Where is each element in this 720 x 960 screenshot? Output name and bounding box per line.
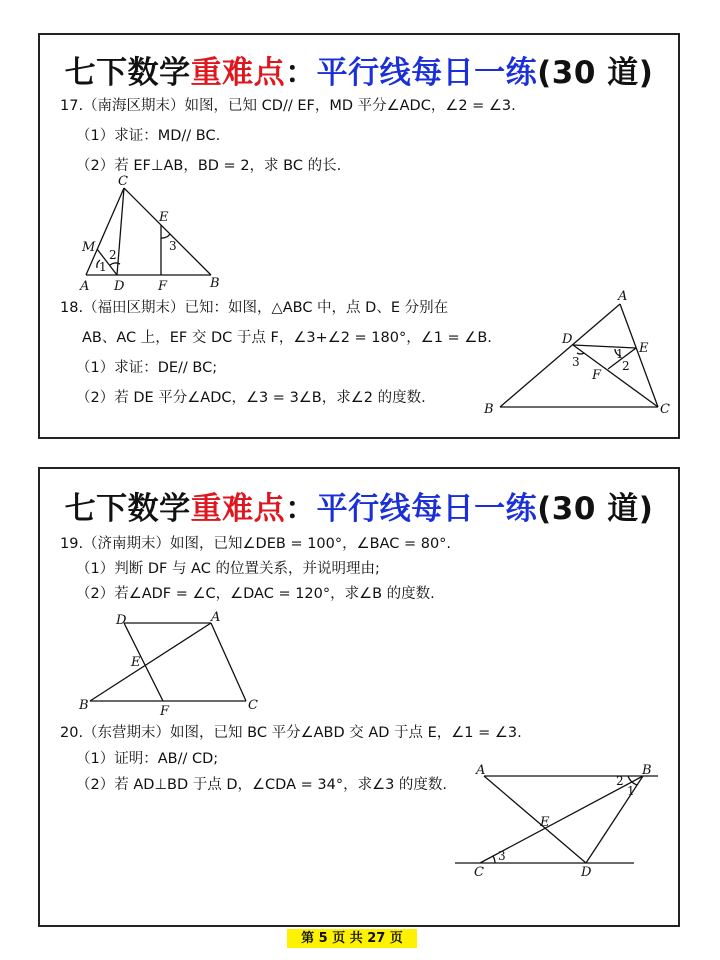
- q18-angle-3: 3: [572, 355, 580, 369]
- page-number-footer: 第 5 页 共 27 页: [287, 929, 417, 948]
- q18-label-F: F: [592, 368, 602, 383]
- q20-angle-3: 3: [498, 849, 506, 863]
- q19-part1: （1）判断 DF 与 AC 的位置关系，并说明理由;: [76, 561, 380, 577]
- q17-label-C: C: [118, 174, 128, 189]
- title-colon: ：: [285, 491, 317, 527]
- q20-part1: （1）证明：AB// CD;: [76, 751, 219, 767]
- q17-label-B: B: [210, 276, 220, 291]
- q17-angle-2: 2: [109, 248, 117, 262]
- page-title-2: [40, 483, 678, 528]
- q19-label-D: D: [116, 613, 127, 628]
- title-count: (30 道): [537, 491, 654, 527]
- page-title-1: [40, 47, 678, 92]
- q17-part2: （2）若 EF⊥AB，BD = 2，求 BC 的长.: [76, 158, 342, 174]
- q19-figure: [76, 610, 306, 719]
- q19-label-B: B: [79, 698, 89, 713]
- q18-label-C: C: [660, 402, 670, 417]
- q17-label-D: D: [114, 279, 125, 294]
- q20-label-C: C: [474, 865, 484, 880]
- q19-part2: （2）若∠ADF = ∠C，∠DAC = 120°，求∠B 的度数.: [76, 586, 435, 602]
- title-colon: ：: [285, 55, 317, 91]
- q20-label-A: A: [476, 763, 486, 778]
- q18-label-E: E: [639, 341, 649, 356]
- q18-part2: （2）若 DE 平分∠ADC，∠3 = 3∠B，求∠2 的度数.: [76, 390, 426, 406]
- q17-angle-3: 3: [169, 239, 177, 253]
- q18-label-D: D: [562, 332, 573, 347]
- q17-figure: [80, 174, 270, 295]
- q18-angle-2: 2: [622, 359, 630, 373]
- title-red: 重难点: [190, 491, 286, 527]
- q19-label-E: E: [131, 655, 141, 670]
- q18-stem: 18.（福田区期末）已知：如图，△ABC 中，点 D、E 分别在: [60, 300, 449, 316]
- q17-part1: （1）求证：MD// BC.: [76, 128, 221, 144]
- q20-part2: （2）若 AD⊥BD 于点 D，∠CDA = 34°，求∠3 的度数.: [76, 777, 448, 793]
- q18-figure: [480, 290, 680, 425]
- q20-angle-1: 1: [627, 784, 635, 798]
- q17-angle-1: 1: [99, 260, 107, 274]
- q20-label-D: D: [581, 865, 592, 880]
- q18-label-B: B: [484, 402, 494, 417]
- q20-label-B: B: [642, 763, 652, 778]
- q19-label-A: A: [211, 610, 221, 625]
- title-black: 七下数学: [64, 491, 191, 527]
- q17-label-M: M: [82, 240, 96, 255]
- title-black: 七下数学: [64, 55, 191, 91]
- q17-stem: 17.（南海区期末）如图，已知 CD// EF，MD 平分∠ADC，∠2 = ∠3.: [60, 98, 516, 114]
- title-blue: 平行线每日一练: [316, 55, 538, 91]
- q18-angle-1: 1: [616, 347, 624, 361]
- q20-angle-2: 2: [616, 774, 624, 788]
- q17-label-F: F: [158, 279, 168, 294]
- q19-label-C: C: [248, 698, 258, 713]
- q20-stem: 20.（东营期末）如图，已知 BC 平分∠ABD 交 AD 于点 E，∠1 = ∠3.: [60, 725, 522, 741]
- q17-label-A: A: [80, 279, 90, 294]
- q17-label-E: E: [159, 210, 169, 225]
- title-red: 重难点: [190, 55, 286, 91]
- worksheet-panel-2: [38, 467, 680, 927]
- q19-stem: 19.（济南期末）如图，已知∠DEB = 100°，∠BAC = 80°.: [60, 536, 452, 552]
- q19-label-F: F: [160, 704, 170, 719]
- q20-figure: [450, 765, 675, 880]
- worksheet-panel-1: [38, 33, 680, 439]
- q18-label-A: A: [618, 289, 628, 304]
- q18-part1: （1）求证：DE// BC;: [76, 360, 218, 376]
- title-count: (30 道): [537, 55, 654, 91]
- q18-stem-2: AB、AC 上，EF 交 DC 于点 F，∠3+∠2 = 180°，∠1 = ∠B.: [82, 330, 492, 346]
- q20-label-E: E: [540, 815, 550, 830]
- title-blue: 平行线每日一练: [316, 491, 538, 527]
